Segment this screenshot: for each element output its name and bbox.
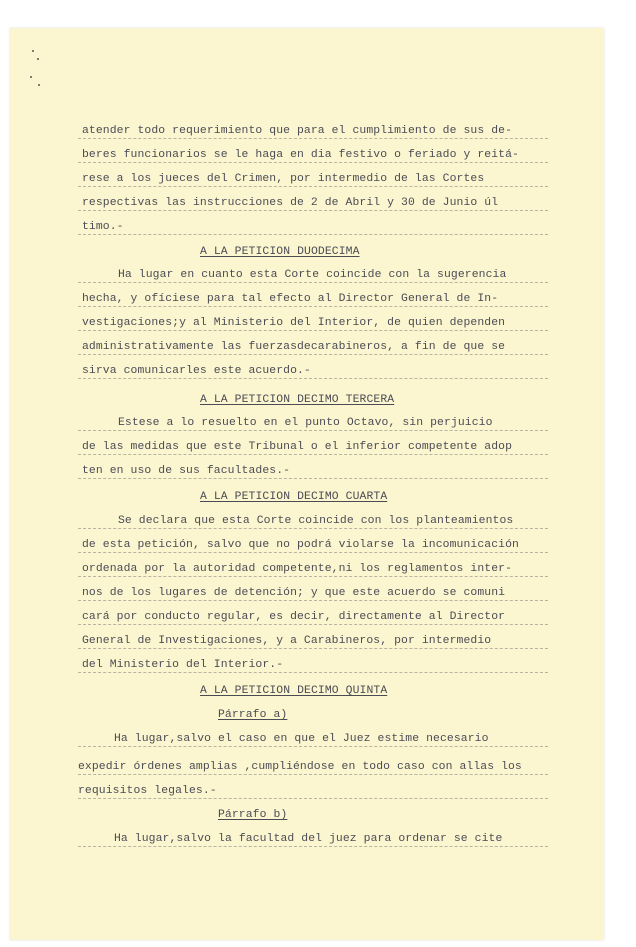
guide-rule	[78, 378, 548, 379]
guide-rule	[78, 576, 548, 577]
guide-rule	[78, 600, 548, 601]
guide-rule	[78, 552, 548, 553]
section-heading: A LA PETICION DUODECIMA	[200, 246, 360, 258]
body-line: Estese a lo resuelto en el punto Octavo, sin perjuicio	[118, 417, 493, 429]
body-line: ten en uso de sus facultades.-	[82, 465, 291, 477]
body-line: Ha lugar en cuanto esta Corte coincide con la sugerencia	[118, 269, 507, 281]
guide-rule	[78, 430, 548, 431]
body-line: administrativamente las fuerzasdecarabineros, a fin de que se	[82, 341, 506, 353]
guide-rule	[78, 846, 548, 847]
margin-mark	[37, 58, 39, 60]
body-line: de las medidas que este Tribunal o el inferior competente adop	[82, 441, 513, 453]
body-line: cará por conducto regular, es decir, directamente al Director	[82, 611, 506, 623]
body-line: Ha lugar,salvo el caso en que el Juez estime necesario	[114, 733, 489, 745]
body-line: beres funcionarios se le haga en dia festivo o feriado y reitá-	[82, 149, 519, 161]
guide-rule	[78, 478, 548, 479]
body-line: respectivas las instrucciones de 2 de Abril y 30 de Junio úl	[82, 197, 499, 209]
margin-mark	[32, 50, 34, 52]
body-line: atender todo requerimiento que para el cumplimiento de sus de-	[82, 125, 513, 137]
body-line: expedir órdenes amplias ,cumpliéndose en todo caso con allas los	[78, 761, 522, 773]
body-line: rese a los jueces del Crimen, por intermedio de las Cortes	[82, 173, 485, 185]
body-line: timo.-	[82, 221, 124, 233]
guide-rule	[78, 624, 548, 625]
guide-rule	[78, 746, 548, 747]
section-heading: A LA PETICION DECIMO QUINTA	[200, 685, 388, 697]
guide-rule	[78, 672, 548, 673]
body-line: vestigaciones;y al Ministerio del Interior, de quien dependen	[82, 317, 506, 329]
guide-rule	[78, 282, 548, 283]
body-line: Se declara que esta Corte coincide con los planteamientos	[118, 515, 514, 527]
guide-rule	[78, 138, 548, 139]
body-line: sirva comunicarles este acuerdo.-	[82, 365, 311, 377]
body-line: requisitos legales.-	[78, 785, 217, 797]
guide-rule	[78, 162, 548, 163]
guide-rule	[78, 210, 548, 211]
guide-rule	[78, 354, 548, 355]
body-line: nos de los lugares de detención; y que este acuerdo se comuni	[82, 587, 506, 599]
guide-rule	[78, 648, 548, 649]
guide-rule	[78, 528, 548, 529]
guide-rule	[78, 454, 548, 455]
document-page	[10, 28, 604, 940]
margin-mark	[30, 76, 32, 78]
section-heading: A LA PETICION DECIMO CUARTA	[200, 491, 388, 503]
section-heading: A LA PETICION DECIMO TERCERA	[200, 394, 395, 406]
guide-rule	[78, 798, 548, 799]
body-line: de esta petición, salvo que no podrá violarse la incomunicación	[82, 539, 519, 551]
body-line: hecha, y ofíciese para tal efecto al Director General de In-	[82, 293, 499, 305]
subsection-heading: Párrafo a)	[218, 709, 288, 721]
guide-rule	[78, 306, 548, 307]
guide-rule	[78, 186, 548, 187]
guide-rule	[78, 330, 548, 331]
margin-mark	[38, 84, 40, 86]
guide-rule	[78, 234, 548, 235]
body-line: del Ministerio del Interior.-	[82, 659, 284, 671]
body-line: ordenada por la autoridad competente,ni los reglamentos inter-	[82, 563, 513, 575]
body-line: Ha lugar,salvo la facultad del juez para ordenar se cite	[114, 833, 503, 845]
body-line: General de Investigaciones, y a Carabineros, por intermedio	[82, 635, 492, 647]
subsection-heading: Párrafo b)	[218, 809, 288, 821]
guide-rule	[78, 774, 548, 775]
